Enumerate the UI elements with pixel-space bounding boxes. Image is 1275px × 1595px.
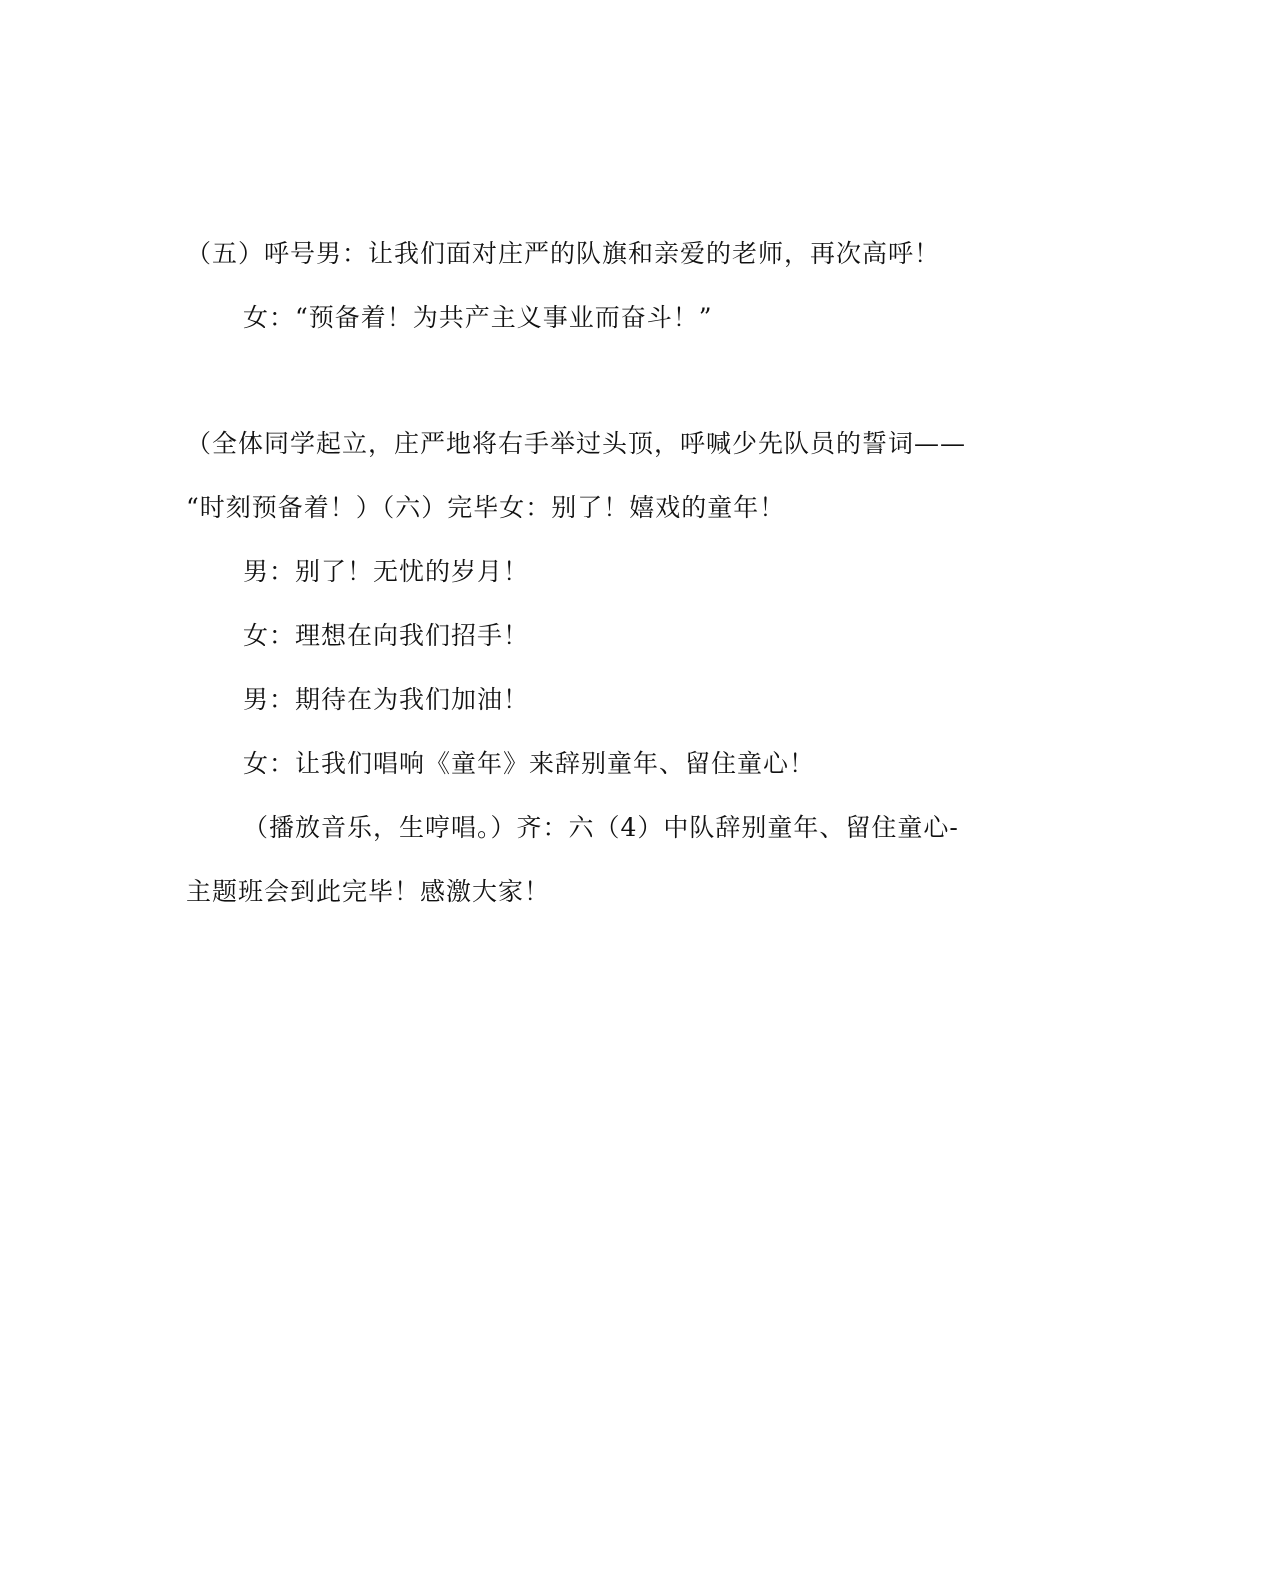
paragraph-line: 主题班会到此完毕！感激大家！	[186, 877, 551, 906]
paragraph-line: （五）呼号男：让我们面对庄严的队旗和亲爱的老师，再次高呼！	[186, 239, 941, 268]
paragraph-line: 女：让我们唱响《童年》来辞别童年、留住童心！	[243, 749, 816, 778]
paragraph-line: 女：理想在向我们招手！	[243, 621, 530, 650]
paragraph-line: （全体同学起立，庄严地将右手举过头顶，呼喊少先队员的誓词——	[186, 429, 967, 458]
paragraph-line: 男：期待在为我们加油！	[243, 685, 530, 714]
paragraph-line: “时刻预备着！）（六）完毕女：别了！嬉戏的童年！	[186, 493, 786, 522]
paragraph-line: 女：“预备着！为共产主义事业而奋斗！”	[243, 303, 713, 332]
paragraph-line: （播放音乐，生哼唱。）齐：六（4）中队辞别童年、留住童心-	[243, 813, 959, 842]
paragraph-line: 男：别了！无忧的岁月！	[243, 557, 530, 586]
